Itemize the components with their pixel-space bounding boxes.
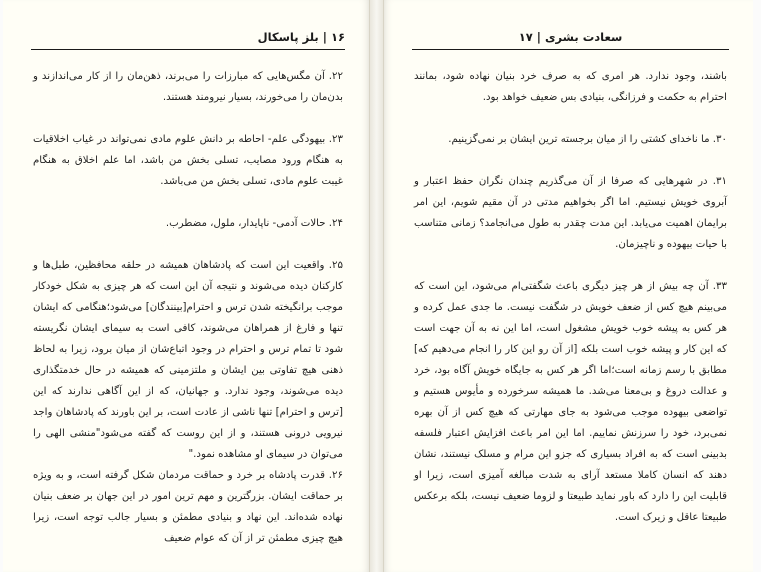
paragraph-continued: باشند، وجود ندارد. هر امری که به صرف خرد بنیان نهاده شود، بمانند احترام به حکمت و فرزانگی، بنیادی بس ضعیف خواهد بود. [414, 71, 727, 103]
paragraph-24: ۲۴. حالات آدمی- ناپایدار، ملول، مضطرب. [165, 218, 343, 229]
right-page [383, 0, 753, 572]
paragraph-31: ۳۱. در شهرهایی که صرفا از آن می‌گذریم چندان نگران حفظ اعتبار و آبروی خویش نیستیم. اما اگر بخواهیم مدتی در آن مقیم شویم، این امر برایمان اهمیت می‌یابد. این مدت چقدر به طول می‌انجامد؟ زمانی متناسب با حیات بیهوده و ناچیزمان. [414, 176, 727, 250]
right-page-body [414, 66, 727, 528]
paragraph-23: ۲۳. بیهودگی علم- احاطه بر دانش علوم مادی نمی‌تواند در غیاب اخلاقیات به هنگام ورود مصایب، تسلی بخش من باشد، اما علم اخلاق به هنگام غیبت علوم مادی، تسلی بخش من می‌باشد. [33, 134, 343, 187]
left-page-header: ۱۶ | بلز پاسکال [31, 30, 345, 50]
left-page [3, 0, 370, 572]
paragraph-26: ۲۶. قدرت پادشاه بر خرد و حماقت مردمان شکل گرفته است، و به ویژه بر حماقت ایشان. بزرگترین و مهم ترین امور در این جهان بر ضعف بنیان نهاده شده‌اند. این نهاد و بنیادی مطمئن و بسیار جالب توجه است، زیرا هیچ چیزی مطمئن تر از آن که عوام ضعیف [33, 470, 343, 544]
right-page-header: سعادت بشری | ۱۷ [412, 30, 729, 50]
paragraph-33: ۳۳. آن چه بیش از هر چیز دیگری باعث شگفتی‌ام می‌شود، این است که می‌بینم هیچ کس از ضعف خویش در شگفت نیست. ما جدی عمل کرده و هر کس به پیشه خوب خویش مشغول است، اما این نه به آن جهت است که این کار و پیشه خوب است بلکه [از آن رو این کار را انجام می‌دهیم که] مطابق با رسم زمانه است؛اما اگر هر کس به جایگاه خویش آگاه بود، خرد و عدالت دروغ و بی‌معنا می‌شد. ما همیشه سرخورده و مأیوس هستیم و تواضعی بیهوده موجب می‌شود به جای مهارتی که هیچ کس از آن بهره نمی‌برد، خود را سرزنش نماییم. اما این امر باعث افزایش اعتبار فلسفه بدبینی است که به افراد بسیاری که جزو این مرام و مسلک نیستند، نشان دهند که انسان کاملا مستعد آرای به شدت مبالغه آمیزی است، زیرا او قابلیت این را دارد که باور نماید طبیعتا و لزوما ضعیف نیست، بلکه برعکس طبیعتا عاقل و زیرک است. [414, 281, 727, 523]
paragraph-25: ۲۵. واقعیت این است که پادشاهان همیشه در حلقه محافظین، طبل‌ها و کارکنان دیده می‌شوند و نتیجه آن این است که هر چیزی به شکل خودکار موجب برانگیخته شدن ترس و احترام[بینندگان] می‌شود؛هنگامی که ایشان تنها و فارغ از همراهان می‌شوند، کافی است به سیمای ایشان نگریسته شود تا تمام ترس و احترام در وجود اتباع‌شان از میان برود، زیرا به لحاظ ذهنی هیچ تفاوتی بین ایشان و ملتزمینی که همیشه در حال خدمتگذاری دیده می‌شوند، وجود ندارد. و جهانیان، که از این آگاهی ندارند که این [ترس و احترام] تنها ناشی از عادت است، بر این باورند که پادشاهان واجد نیرویی درونی هستند، و از این روست که گفته می‌شود"منشی الهی را می‌توان در سیمای او مشاهده نمود." [33, 260, 343, 460]
left-page-body [33, 66, 343, 549]
paragraph-22: ۲۲. آن مگس‌هایی که مبارزات را می‌برند، ذهن‌مان را از کار می‌اندازند و بدن‌مان را می‌خورند، بسیار نیرومند هستند. [33, 71, 343, 103]
paragraph-30: ۳۰. ما ناخدای کشتی را از میان برجسته ترین ایشان بر نمی‌گزینیم. [448, 134, 727, 145]
book-gutter [370, 0, 383, 572]
